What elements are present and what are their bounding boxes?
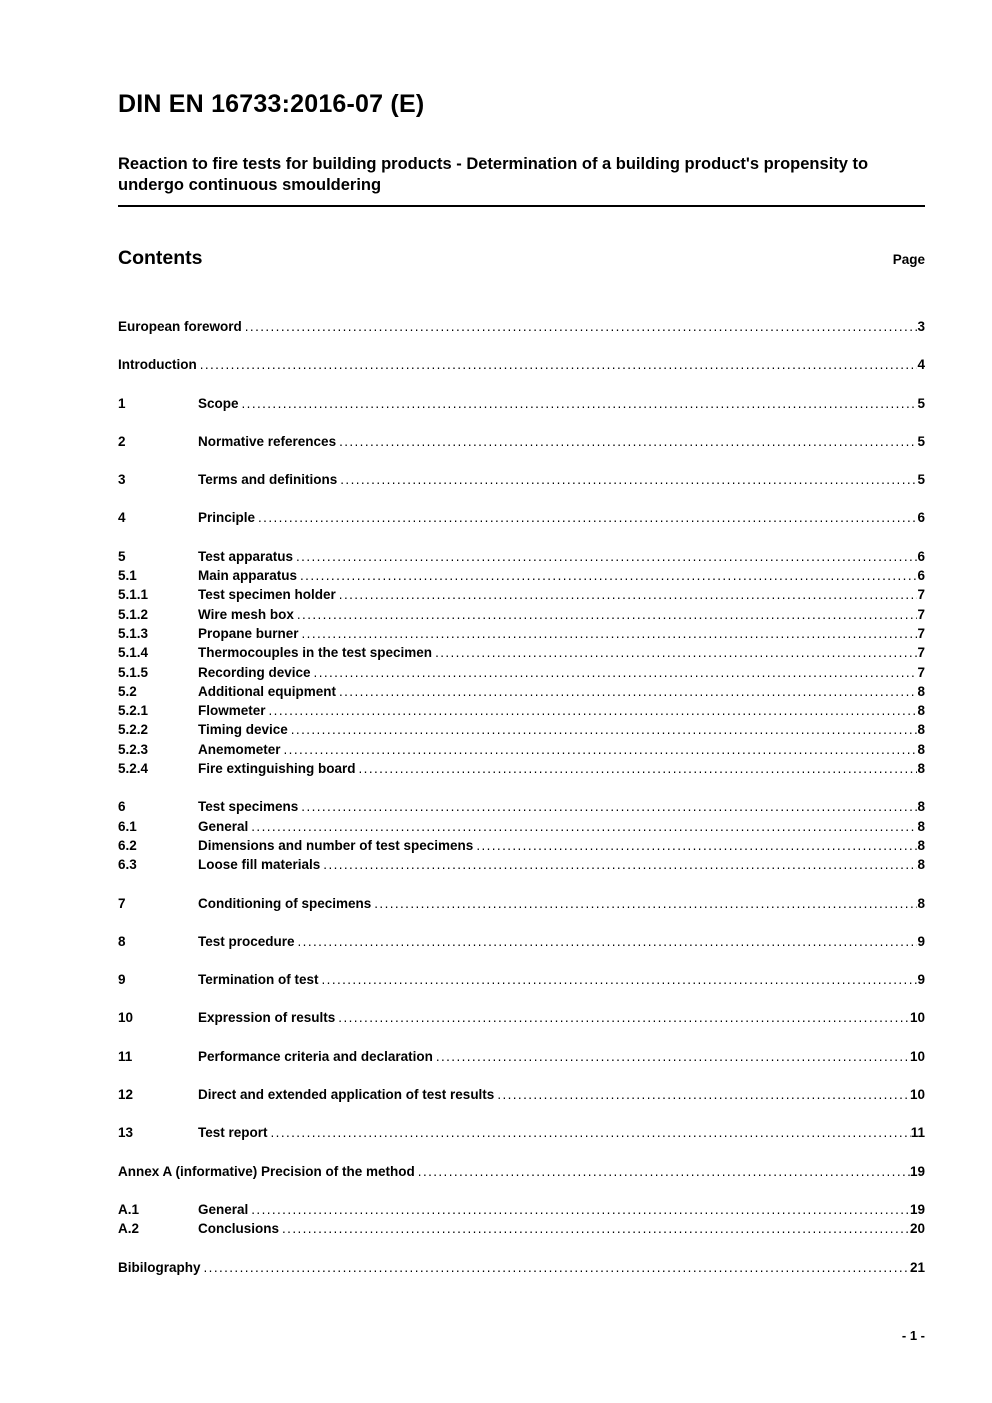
toc-leader-dots xyxy=(494,1085,910,1104)
toc-leader-dots xyxy=(433,1047,910,1066)
toc-leader-dots xyxy=(336,432,917,451)
toc-entry-number: 2 xyxy=(118,433,126,449)
toc-group xyxy=(118,970,925,989)
page-column-label: Page xyxy=(892,252,925,267)
toc-entry-label: Expression of results xyxy=(198,1010,336,1026)
toc-entry-page: 7 xyxy=(917,645,925,661)
toc-leader-dots xyxy=(298,797,917,816)
toc-entry-label: Terms and definitions xyxy=(198,472,338,488)
toc-group xyxy=(118,894,925,913)
toc-group xyxy=(118,317,925,336)
toc-entry-label: Additional equipment xyxy=(198,683,336,699)
toc-entry-label: Bibilography xyxy=(118,1259,201,1275)
toc-entry xyxy=(118,605,925,624)
toc-entry-label: Conclusions xyxy=(198,1221,280,1237)
toc-entry-page: 5 xyxy=(917,433,925,449)
toc-entry xyxy=(118,470,925,489)
toc-group xyxy=(118,508,925,527)
toc-leader-dots xyxy=(248,1200,910,1219)
toc-entry-label: Dimensions and number of test specimens xyxy=(198,837,474,853)
toc-entry xyxy=(118,547,925,566)
toc-entry-number: 5.1.4 xyxy=(118,645,149,661)
toc-entry-number: 5.1.2 xyxy=(118,606,149,622)
toc-group xyxy=(118,547,925,779)
toc-leader-dots xyxy=(356,759,918,778)
toc-entry xyxy=(118,1123,925,1142)
toc-entry-number: 9 xyxy=(118,972,126,988)
toc-entry-label: European foreword xyxy=(118,319,242,334)
toc-entry xyxy=(118,1219,925,1238)
toc-entry xyxy=(118,663,925,682)
toc-entry-page: 3 xyxy=(917,319,925,334)
toc-entry-page: 8 xyxy=(917,761,925,777)
toc-group xyxy=(118,432,925,451)
toc-entry-number: 5.2 xyxy=(118,683,137,699)
toc-leader-dots xyxy=(294,605,918,624)
toc-entry-label: Loose fill materials xyxy=(198,857,321,873)
toc-entry-page: 9 xyxy=(917,933,925,949)
toc-entry-page: 6 xyxy=(917,548,925,564)
toc-entry-page: 9 xyxy=(917,972,925,988)
toc-leader-dots xyxy=(295,932,918,951)
toc-entry-page: 10 xyxy=(909,1087,925,1103)
toc-entry-number: 13 xyxy=(118,1125,134,1141)
toc-leader-dots xyxy=(432,643,917,662)
toc-entry-page: 8 xyxy=(917,722,925,738)
toc-entry-label: Test specimens xyxy=(198,799,299,815)
toc-entry-number: 5.1 xyxy=(118,568,137,584)
toc-leader-dots xyxy=(239,394,918,413)
toc-entry-number: 6.3 xyxy=(118,857,137,873)
toc-leader-dots xyxy=(255,508,917,527)
toc-entry-page: 8 xyxy=(917,818,925,834)
toc-entry xyxy=(118,797,925,816)
toc-entry-number: 5.1.5 xyxy=(118,664,149,680)
toc-leader-dots xyxy=(281,740,918,759)
toc-entry-number: 7 xyxy=(118,895,126,911)
toc-entry-number: 5.1.3 xyxy=(118,625,149,641)
toc-entry xyxy=(118,624,925,643)
toc-entry xyxy=(118,894,925,913)
toc-entry-label: General xyxy=(198,818,249,834)
toc-leader-dots xyxy=(201,1258,910,1277)
toc-entry-page: 7 xyxy=(917,664,925,680)
toc-leader-dots xyxy=(311,663,918,682)
toc-entry-page: 20 xyxy=(909,1221,925,1237)
toc-entry-page: 11 xyxy=(910,1125,925,1141)
toc-entry-label: Annex A (informative) Precision of the method xyxy=(118,1163,415,1179)
toc-entry-number: 5.2.1 xyxy=(118,703,149,719)
document-subtitle: Reaction to fire tests for building products - Determination of a building product's propensity to undergo continuous smouldering xyxy=(118,154,925,207)
toc-entry-label: Test report xyxy=(198,1125,268,1141)
toc-entry xyxy=(118,566,925,585)
toc-entry-label: Timing device xyxy=(198,722,288,738)
toc-entry-label: Recording device xyxy=(198,664,311,680)
toc-leader-dots xyxy=(242,317,918,336)
toc-leader-dots xyxy=(279,1219,910,1238)
toc-entry-number: 6.1 xyxy=(118,818,137,834)
toc-entry-label: Fire extinguishing board xyxy=(198,761,356,777)
toc-entry xyxy=(118,317,925,336)
toc-entry-label: Test procedure xyxy=(198,933,295,949)
toc-entry-number: 4 xyxy=(118,510,126,526)
toc-leader-dots xyxy=(336,585,918,604)
toc-leader-dots xyxy=(319,970,918,989)
toc-entry-page: 8 xyxy=(917,683,925,699)
toc-group xyxy=(118,1085,925,1104)
toc-entry-label: Conditioning of specimens xyxy=(198,895,372,911)
toc-entry xyxy=(118,1047,925,1066)
toc-leader-dots xyxy=(197,355,918,374)
toc-entry xyxy=(118,759,925,778)
toc-group xyxy=(118,470,925,489)
toc-entry-page: 21 xyxy=(909,1259,925,1275)
toc-entry-label: Propane burner xyxy=(198,625,299,641)
toc-leader-dots xyxy=(297,566,917,585)
toc-entry-number: 1 xyxy=(118,395,126,411)
toc-entry-label: Scope xyxy=(198,395,239,411)
toc-entry-page: 7 xyxy=(917,625,925,641)
toc-entry-page: 5 xyxy=(917,395,925,411)
toc-entry xyxy=(118,682,925,701)
toc-entry xyxy=(118,508,925,527)
toc-group xyxy=(118,355,925,374)
toc-entry-label: Normative references xyxy=(198,433,337,449)
toc-leader-dots xyxy=(336,682,917,701)
toc-entry-number: 5.2.3 xyxy=(118,741,149,757)
toc-entry-label: Main apparatus xyxy=(198,568,298,584)
toc-entry-page: 19 xyxy=(909,1163,925,1179)
toc-group xyxy=(118,1123,925,1142)
toc-entry-number: 5 xyxy=(118,548,126,564)
toc-entry xyxy=(118,817,925,836)
toc-entry-page: 7 xyxy=(917,606,925,622)
toc-entry xyxy=(118,720,925,739)
toc-entry xyxy=(118,1258,925,1277)
contents-header xyxy=(118,247,925,270)
toc-entry-page: 6 xyxy=(917,510,925,526)
toc-entry-label: Test apparatus xyxy=(198,548,294,564)
toc-entry xyxy=(118,355,925,374)
toc-entry-page: 10 xyxy=(909,1010,925,1026)
toc-entry-number: 3 xyxy=(118,472,126,488)
toc-leader-dots xyxy=(371,894,917,913)
toc-entry-number: 5.2.2 xyxy=(118,722,149,738)
toc-entry-number: 6.2 xyxy=(118,837,137,853)
toc-group xyxy=(118,1200,925,1239)
toc-leader-dots xyxy=(293,547,917,566)
toc-entry-label: Termination of test xyxy=(198,972,319,988)
toc-entry-page: 8 xyxy=(917,895,925,911)
toc-entry xyxy=(118,394,925,413)
toc-leader-dots xyxy=(320,855,917,874)
toc-entry xyxy=(118,836,925,855)
toc-group xyxy=(118,1008,925,1027)
toc-entry-number: A.1 xyxy=(118,1201,140,1217)
toc-leader-dots xyxy=(473,836,917,855)
toc-entry-number: 11 xyxy=(118,1048,133,1064)
toc-entry-number: 5.2.4 xyxy=(118,761,149,777)
toc-entry-page: 8 xyxy=(917,703,925,719)
toc-entry xyxy=(118,701,925,720)
toc-entry-number: A.2 xyxy=(118,1221,140,1237)
toc-leader-dots xyxy=(268,1123,911,1142)
toc-entry-number: 12 xyxy=(118,1087,134,1103)
toc-entry-number: 8 xyxy=(118,933,126,949)
toc-entry-label: Thermocouples in the test specimen xyxy=(198,645,433,661)
toc-entry-page: 8 xyxy=(917,837,925,853)
toc-entry-page: 8 xyxy=(917,857,925,873)
toc-leader-dots xyxy=(266,701,918,720)
toc-entry-label: Performance criteria and declaration xyxy=(198,1048,433,1064)
toc-list xyxy=(118,317,925,1277)
toc-entry xyxy=(118,432,925,451)
toc-entry-number: 10 xyxy=(118,1010,134,1026)
toc-leader-dots xyxy=(299,624,918,643)
toc-entry-label: Introduction xyxy=(118,357,197,373)
toc-entry-label: General xyxy=(198,1201,249,1217)
toc-entry-label: Principle xyxy=(198,510,256,526)
toc-group xyxy=(118,1162,925,1181)
toc-entry xyxy=(118,970,925,989)
toc-leader-dots xyxy=(415,1162,910,1181)
toc-group xyxy=(118,1258,925,1277)
toc-leader-dots xyxy=(288,720,918,739)
toc-entry xyxy=(118,740,925,759)
contents-heading: Contents xyxy=(118,247,203,269)
toc-group xyxy=(118,394,925,413)
toc-entry xyxy=(118,855,925,874)
toc-entry-label: Test specimen holder xyxy=(198,587,336,603)
toc-entry xyxy=(118,932,925,951)
toc-entry-page: 4 xyxy=(917,357,925,373)
toc-entry xyxy=(118,1162,925,1181)
toc-entry-page: 6 xyxy=(917,568,925,584)
toc-leader-dots xyxy=(248,817,917,836)
toc-group xyxy=(118,797,925,874)
toc-entry-page: 8 xyxy=(917,741,925,757)
toc-entry-number: 6 xyxy=(118,799,126,815)
toc-group xyxy=(118,1047,925,1066)
toc-entry xyxy=(118,1200,925,1219)
toc-entry xyxy=(118,643,925,662)
document-title: DIN EN 16733:2016-07 (E) xyxy=(118,90,425,118)
toc-entry-label: Direct and extended application of test results xyxy=(198,1087,495,1103)
toc-entry-label: Flowmeter xyxy=(198,703,266,719)
footer-page-number: - 1 - xyxy=(901,1328,925,1343)
toc-entry-label: Anemometer xyxy=(198,741,281,757)
toc-entry xyxy=(118,1008,925,1027)
toc-entry xyxy=(118,585,925,604)
toc-entry-number: 5.1.1 xyxy=(118,587,149,603)
toc-leader-dots xyxy=(337,470,917,489)
toc-entry-page: 8 xyxy=(917,799,925,815)
toc-entry-label: Wire mesh box xyxy=(198,606,294,622)
toc-group xyxy=(118,932,925,951)
toc-leader-dots xyxy=(335,1008,910,1027)
toc-entry xyxy=(118,1085,925,1104)
toc-entry-page: 7 xyxy=(917,587,925,603)
toc-entry-page: 10 xyxy=(909,1048,925,1064)
toc-entry-page: 19 xyxy=(909,1201,925,1217)
toc-entry-page: 5 xyxy=(917,472,925,488)
